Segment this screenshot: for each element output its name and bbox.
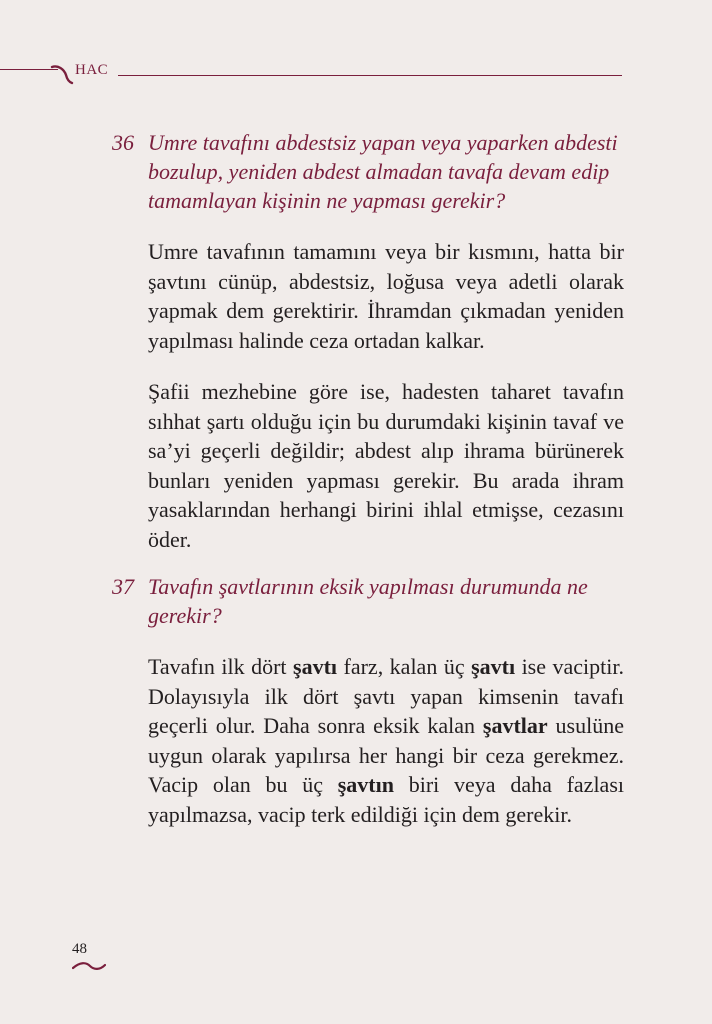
bold-term: şavtı bbox=[471, 654, 516, 679]
page-footer bbox=[72, 940, 106, 972]
answer-text: farz, kalan üç bbox=[337, 654, 472, 679]
answer-paragraph bbox=[148, 652, 624, 829]
question-text: Umre tavafını abdestsiz yapan veya yaparken abdesti bozulup, yeniden abdest almadan tavafa devam edip tamamlayan kişinin ne yapması gerekir? bbox=[148, 130, 618, 213]
question-37 bbox=[112, 572, 624, 630]
header-swash-ornament bbox=[50, 63, 76, 85]
running-header bbox=[0, 60, 622, 84]
header-rule-right bbox=[118, 75, 622, 76]
answer-text: ise vaciptir. Dolayısıyla ilk dört şavtı yapan kimsenin tavafı geçerli olur. Daha sonra eksik kalan bbox=[148, 654, 624, 738]
answer-text: usulüne uygun olarak yapılırsa her hangi bir ceza gerekmez. Vacip olan bu üç bbox=[148, 713, 624, 797]
bold-term: şavtlar bbox=[482, 713, 548, 738]
bold-term: şavtı bbox=[293, 654, 338, 679]
page-content bbox=[112, 128, 624, 839]
answer-text: biri veya daha fazlası yapılmazsa, vacip terk edildiği için dem gerekir. bbox=[148, 772, 624, 827]
question-number: 36 bbox=[112, 130, 134, 155]
question-text: Tavafın şavtlarının eksik yapılması durumunda ne gerekir? bbox=[148, 574, 588, 628]
question-number: 37 bbox=[112, 574, 134, 599]
question-36 bbox=[112, 128, 624, 215]
answer-paragraph: Şafii mezhebine göre ise, hadesten taharet tavafın sıhhat şartı olduğu için bu durumdaki kişinin tavaf ve sa’yi geçerli değildir; abdest alıp ihrama bürünerek bunları yeniden yapması gerekir. Bu arada ihram yasaklarından herhangi birini ihlal etmişse, cezasını öder. bbox=[148, 379, 624, 552]
bold-term: şavtın bbox=[337, 772, 394, 797]
answer-paragraph: Umre tavafının tamamını veya bir kısmını, hatta bir şavtını cünüp, abdestsiz, loğusa veya adetli olarak yapmak dem gerektirir. İhramdan çıkmadan yeniden yapılması halinde ceza ortadan kalkar. bbox=[148, 239, 624, 353]
footer-swash-ornament bbox=[72, 960, 106, 972]
answer-text: Tavafın ilk dört bbox=[148, 654, 294, 679]
page-number: 48 bbox=[72, 941, 87, 957]
header-title: HAC bbox=[75, 62, 109, 78]
